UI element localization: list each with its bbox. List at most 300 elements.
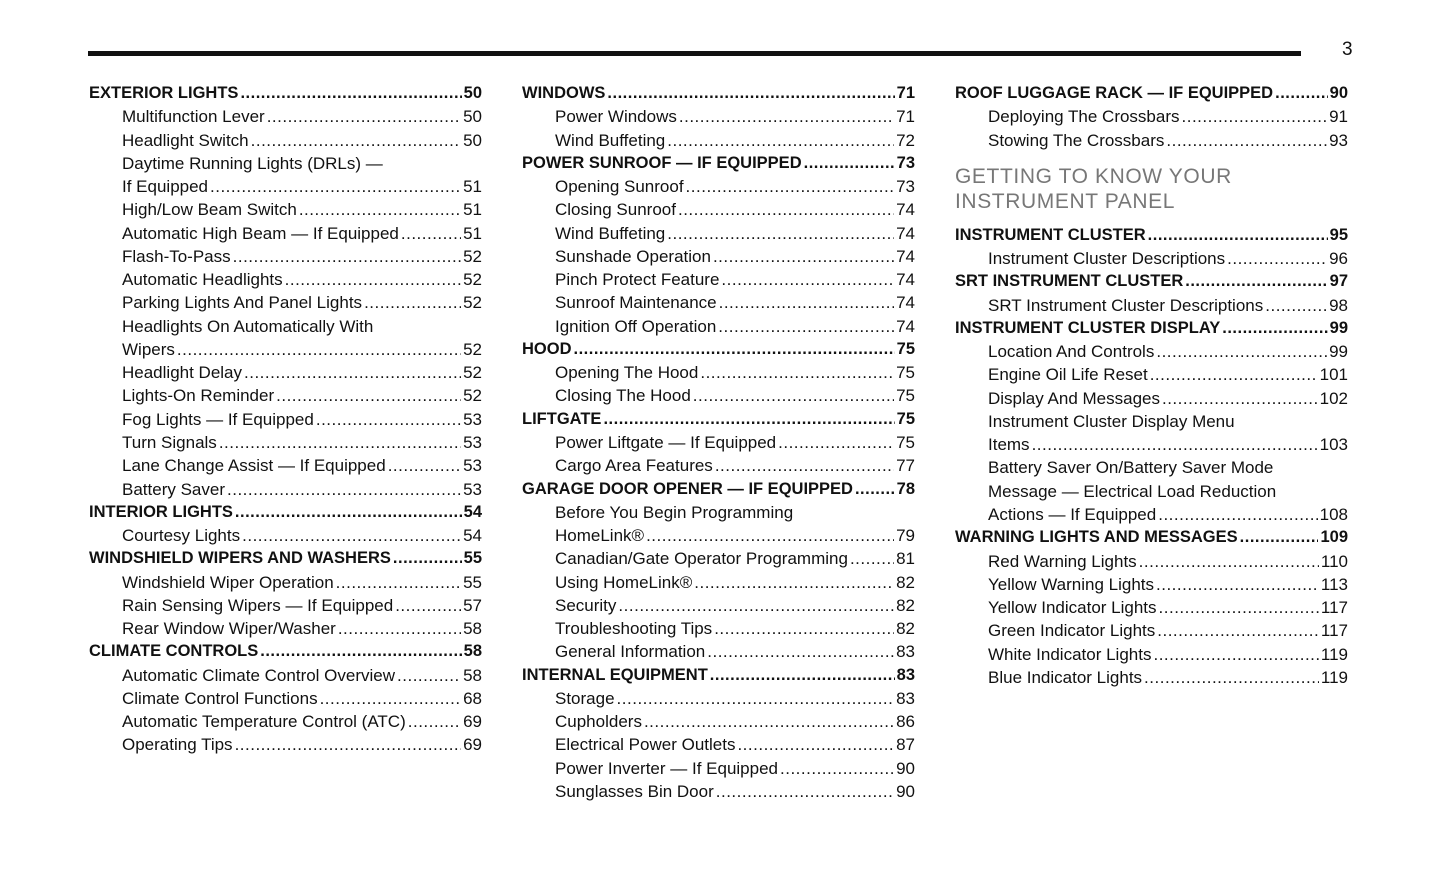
- dot-leader: [617, 687, 895, 710]
- toc-entry[interactable]: [955, 643, 1348, 666]
- entry-page-number[interactable]: 52: [463, 293, 482, 313]
- toc-entry[interactable]: [89, 524, 482, 547]
- entry-title: Rain Sensing Wipers — If Equipped: [122, 595, 394, 615]
- toc-heading-entry[interactable]: [522, 152, 915, 175]
- entry-page-number[interactable]: 79: [896, 526, 915, 546]
- entry-page-number[interactable]: 53: [463, 432, 482, 452]
- dot-leader: [1032, 433, 1318, 456]
- dot-leader: [707, 640, 894, 663]
- dot-leader: [1148, 224, 1328, 247]
- entry-page-number[interactable]: 53: [463, 409, 482, 429]
- entry-title: Multifunction Lever: [122, 107, 265, 127]
- entry-title: Power Inverter — If Equipped: [555, 758, 779, 778]
- toc-entry[interactable]: [89, 687, 482, 710]
- entry-title: Green Indicator Lights: [988, 621, 1156, 641]
- entry-page-number[interactable]: 58: [463, 642, 482, 661]
- toc-heading-entry[interactable]: [522, 338, 915, 361]
- entry-title: Before You Begin Programming: [555, 502, 794, 522]
- toc-entry[interactable]: [522, 222, 915, 245]
- entry-title: General Information: [555, 642, 706, 662]
- entry-title: Deploying The Crossbars: [988, 107, 1180, 127]
- entry-page-number[interactable]: 83: [896, 688, 915, 708]
- entry-title: If Equipped: [122, 177, 209, 197]
- dot-leader: [574, 338, 895, 361]
- dot-leader: [267, 105, 461, 128]
- entry-page-number[interactable]: 55: [463, 572, 482, 592]
- toc-entry[interactable]: [955, 294, 1348, 317]
- entry-page-number[interactable]: 99: [1329, 318, 1348, 337]
- toc-entry[interactable]: [89, 408, 482, 431]
- toc-heading-entry[interactable]: [522, 408, 915, 431]
- entry-title: Actions — If Equipped: [988, 504, 1157, 524]
- entry-title: Automatic Headlights: [122, 270, 283, 290]
- toc-entry[interactable]: [955, 503, 1348, 526]
- dot-leader: [693, 384, 894, 407]
- toc-column-2: [522, 82, 915, 803]
- entry-title: HomeLink®: [555, 526, 645, 546]
- toc-entry[interactable]: [89, 361, 482, 384]
- entry-page-number[interactable]: 74: [896, 316, 915, 336]
- entry-title: GARAGE DOOR OPENER — IF EQUIPPED: [522, 479, 853, 498]
- dot-leader: [686, 175, 895, 198]
- entry-page-number[interactable]: 75: [896, 409, 915, 428]
- dot-leader: [694, 571, 894, 594]
- toc-entry[interactable]: [522, 105, 915, 128]
- toc-entry[interactable]: [89, 338, 482, 361]
- toc-heading-entry[interactable]: [955, 317, 1348, 340]
- dot-leader: [316, 408, 461, 431]
- toc-heading-entry[interactable]: [955, 526, 1348, 549]
- entry-title: SRT INSTRUMENT CLUSTER: [955, 272, 1184, 291]
- dot-leader: [320, 687, 462, 710]
- entry-page-number[interactable]: 117: [1320, 598, 1348, 618]
- toc-entry[interactable]: [955, 247, 1348, 270]
- entry-title: Yellow Warning Lights: [988, 574, 1154, 594]
- toc-entry[interactable]: [522, 129, 915, 152]
- entry-page-number[interactable]: 113: [1320, 574, 1348, 594]
- entry-page-number[interactable]: 91: [1329, 107, 1348, 127]
- toc-entry[interactable]: [522, 268, 915, 291]
- entry-page-number[interactable]: 74: [896, 246, 915, 266]
- entry-page-number[interactable]: 108: [1319, 504, 1348, 524]
- dot-leader: [235, 733, 462, 756]
- toc-entry[interactable]: [522, 617, 915, 640]
- toc-heading-entry[interactable]: [89, 547, 482, 570]
- toc-entry[interactable]: [89, 245, 482, 268]
- toc-entry[interactable]: [522, 198, 915, 221]
- entry-page-number[interactable]: 74: [896, 223, 915, 243]
- dot-leader: [240, 82, 461, 105]
- entry-page-number[interactable]: 98: [1329, 295, 1348, 315]
- entry-page-number[interactable]: 109: [1320, 528, 1348, 547]
- entry-page-number[interactable]: 52: [463, 270, 482, 290]
- dot-leader: [644, 710, 894, 733]
- toc-entry[interactable]: [522, 315, 915, 338]
- toc-entry[interactable]: [522, 640, 915, 663]
- toc-heading-entry[interactable]: [522, 82, 915, 105]
- toc-entry[interactable]: [89, 268, 482, 291]
- dot-leader: [395, 594, 461, 617]
- dot-leader: [710, 664, 895, 687]
- entry-page-number[interactable]: 51: [463, 223, 482, 243]
- entry-page-number[interactable]: 102: [1319, 388, 1348, 408]
- dot-leader: [251, 129, 461, 152]
- section-heading-line: INSTRUMENT PANEL: [955, 189, 1176, 213]
- toc-entry[interactable]: [89, 152, 482, 175]
- dot-leader: [719, 291, 894, 314]
- entry-page-number[interactable]: 53: [463, 479, 482, 499]
- dot-leader: [721, 268, 894, 291]
- entry-page-number[interactable]: 69: [463, 712, 482, 732]
- toc-entry[interactable]: [89, 594, 482, 617]
- entry-title: WINDSHIELD WIPERS AND WASHERS: [89, 549, 391, 568]
- entry-title: Headlight Delay: [122, 363, 243, 383]
- dot-leader: [408, 710, 461, 733]
- dot-leader: [850, 547, 894, 570]
- dot-leader: [646, 524, 894, 547]
- toc-entry[interactable]: [522, 291, 915, 314]
- dot-leader: [804, 152, 895, 175]
- entry-page-number[interactable]: 119: [1320, 667, 1348, 687]
- entry-page-number[interactable]: 77: [896, 456, 915, 476]
- entry-title: Fog Lights — If Equipped: [122, 409, 314, 429]
- entry-title: Pinch Protect Feature: [555, 270, 720, 290]
- toc-entry[interactable]: [955, 340, 1348, 363]
- dot-leader: [667, 129, 894, 152]
- toc-entry[interactable]: [522, 175, 915, 198]
- entry-page-number[interactable]: 51: [463, 200, 482, 220]
- toc-heading-entry[interactable]: [89, 501, 482, 524]
- entry-title: Closing Sunroof: [555, 200, 676, 220]
- toc-entry[interactable]: [89, 431, 482, 454]
- entry-title: Blue Indicator Lights: [988, 667, 1143, 687]
- dot-leader: [1139, 550, 1319, 573]
- toc-entry[interactable]: [89, 198, 482, 221]
- entry-page-number[interactable]: 87: [896, 735, 915, 755]
- dot-leader: [1158, 503, 1317, 526]
- toc-entry[interactable]: [89, 129, 482, 152]
- section-heading-line: GETTING TO KNOW YOUR: [955, 164, 1232, 188]
- dot-leader: [299, 198, 461, 221]
- entry-page-number[interactable]: 97: [1329, 272, 1348, 291]
- entry-page-number[interactable]: 58: [463, 665, 482, 685]
- entry-title: POWER SUNROOF — IF EQUIPPED: [522, 153, 802, 172]
- entry-title: High/Low Beam Switch: [122, 200, 297, 220]
- entry-title: Daytime Running Lights (DRLs) —: [122, 153, 383, 173]
- toc-entry[interactable]: [522, 757, 915, 780]
- entry-page-number[interactable]: 83: [896, 665, 915, 684]
- entry-page-number[interactable]: 117: [1320, 621, 1348, 641]
- dot-leader: [718, 315, 894, 338]
- dot-leader: [276, 384, 461, 407]
- dot-leader: [679, 105, 894, 128]
- entry-page-number[interactable]: 50: [463, 107, 482, 127]
- toc-entry[interactable]: [522, 431, 915, 454]
- toc-entry[interactable]: [522, 501, 915, 524]
- toc-entry[interactable]: [522, 384, 915, 407]
- entry-title: Instrument Cluster Display Menu: [988, 411, 1235, 431]
- entry-page-number[interactable]: 52: [463, 339, 482, 359]
- entry-page-number[interactable]: 75: [896, 339, 915, 358]
- toc-entry[interactable]: [89, 664, 482, 687]
- entry-title: Headlights On Automatically With: [122, 316, 374, 336]
- entry-page-number[interactable]: 53: [463, 456, 482, 476]
- entry-title: Battery Saver On/Battery Saver Mode: [988, 458, 1274, 478]
- toc-entry[interactable]: [522, 710, 915, 733]
- entry-title: Message — Electrical Load Reduction: [988, 481, 1277, 501]
- page-number: 3: [1342, 39, 1353, 60]
- toc-entry[interactable]: [955, 573, 1348, 596]
- entry-title: INTERIOR LIGHTS: [89, 502, 233, 521]
- entry-page-number[interactable]: 90: [896, 758, 915, 778]
- toc-entry[interactable]: [955, 666, 1348, 689]
- dot-leader: [1144, 666, 1319, 689]
- entry-page-number[interactable]: 90: [1329, 84, 1348, 102]
- entry-page-number[interactable]: 52: [463, 246, 482, 266]
- entry-title: Using HomeLink®: [555, 572, 693, 592]
- toc-heading-entry[interactable]: [522, 478, 915, 501]
- entry-page-number[interactable]: 78: [896, 479, 915, 498]
- entry-title: Power Liftgate — If Equipped: [555, 432, 777, 452]
- toc-entry[interactable]: [955, 433, 1348, 456]
- toc-entry[interactable]: [955, 550, 1348, 573]
- toc-entry[interactable]: [89, 733, 482, 756]
- toc-entry[interactable]: [522, 547, 915, 570]
- entry-title: Closing The Hood: [555, 386, 691, 406]
- dot-leader: [1159, 596, 1319, 619]
- dot-leader: [607, 82, 894, 105]
- dot-leader: [618, 594, 894, 617]
- entry-title: INSTRUMENT CLUSTER DISPLAY: [955, 318, 1221, 337]
- dot-leader: [778, 431, 894, 454]
- entry-page-number[interactable]: 75: [896, 432, 915, 452]
- entry-page-number[interactable]: 52: [463, 386, 482, 406]
- dot-leader: [603, 408, 894, 431]
- entry-title: HOOD: [522, 339, 572, 358]
- toc-entry[interactable]: [522, 245, 915, 268]
- dot-leader: [1185, 270, 1327, 293]
- entry-title: INSTRUMENT CLUSTER: [955, 225, 1146, 244]
- toc-entry[interactable]: [522, 594, 915, 617]
- entry-title: Opening The Hood: [555, 363, 699, 383]
- entry-title: Battery Saver: [122, 479, 225, 499]
- entry-page-number[interactable]: 119: [1320, 644, 1348, 664]
- entry-title: Automatic Climate Control Overview: [122, 665, 396, 685]
- entry-title: EXTERIOR LIGHTS: [89, 84, 239, 102]
- entry-title: Security: [555, 595, 617, 615]
- entry-page-number[interactable]: 81: [896, 549, 915, 569]
- entry-page-number[interactable]: 55: [463, 549, 482, 568]
- toc-entry[interactable]: [89, 291, 482, 314]
- toc-heading-entry[interactable]: [955, 270, 1348, 293]
- entry-title: Wind Buffeting: [555, 130, 666, 150]
- dot-leader: [715, 454, 894, 477]
- entry-title: SRT Instrument Cluster Descriptions: [988, 295, 1264, 315]
- toc-heading-entry[interactable]: [89, 640, 482, 663]
- entry-page-number[interactable]: 73: [896, 153, 915, 172]
- toc-column-3: [955, 82, 1348, 689]
- entry-page-number[interactable]: 72: [896, 130, 915, 150]
- toc-entry[interactable]: [522, 361, 915, 384]
- entry-page-number[interactable]: 103: [1319, 435, 1348, 455]
- dot-leader: [1150, 363, 1318, 386]
- dot-leader: [716, 780, 894, 803]
- toc-entry[interactable]: [955, 456, 1348, 479]
- entry-page-number[interactable]: 75: [896, 363, 915, 383]
- entry-title: Stowing The Crossbars: [988, 130, 1165, 150]
- dot-leader: [338, 617, 461, 640]
- dot-leader: [1222, 317, 1327, 340]
- entry-title: Sunroof Maintenance: [555, 293, 717, 313]
- dot-leader: [700, 361, 894, 384]
- entry-page-number[interactable]: 54: [463, 502, 482, 521]
- toc-entry[interactable]: [955, 480, 1348, 503]
- toc-entry[interactable]: [522, 687, 915, 710]
- entry-page-number[interactable]: 54: [463, 526, 482, 546]
- toc-heading-entry[interactable]: [522, 664, 915, 687]
- entry-page-number[interactable]: 83: [896, 642, 915, 662]
- toc-entry[interactable]: [89, 315, 482, 338]
- toc-entry[interactable]: [522, 780, 915, 803]
- entry-title: Rear Window Wiper/Washer: [122, 619, 336, 639]
- entry-page-number[interactable]: 58: [463, 619, 482, 639]
- entry-title: Engine Oil Life Reset: [988, 365, 1148, 385]
- entry-title: Power Windows: [555, 107, 677, 127]
- entry-title: Yellow Indicator Lights: [988, 598, 1157, 618]
- dot-leader: [219, 431, 461, 454]
- dot-leader: [667, 222, 894, 245]
- header-rule: [88, 51, 1301, 56]
- entry-page-number[interactable]: 57: [463, 595, 482, 615]
- entry-page-number[interactable]: 75: [896, 386, 915, 406]
- dot-leader: [1240, 526, 1319, 549]
- toc-entry[interactable]: [955, 129, 1348, 152]
- section-heading: [955, 164, 1348, 214]
- dot-leader: [1265, 294, 1327, 317]
- entry-title: WARNING LIGHTS AND MESSAGES: [955, 528, 1238, 547]
- toc-entry[interactable]: [955, 619, 1348, 642]
- toc-entry[interactable]: [522, 454, 915, 477]
- entry-title: Opening Sunroof: [555, 177, 684, 197]
- entry-title: Wipers: [122, 339, 175, 359]
- dot-leader: [1157, 619, 1319, 642]
- toc-entry[interactable]: [955, 105, 1348, 128]
- entry-page-number[interactable]: 71: [896, 107, 915, 127]
- toc-entry[interactable]: [89, 384, 482, 407]
- entry-title: Troubleshooting Tips: [555, 619, 713, 639]
- dot-leader: [780, 757, 894, 780]
- entry-title: Turn Signals: [122, 432, 217, 452]
- entry-page-number[interactable]: 82: [896, 619, 915, 639]
- entry-title: Flash-To-Pass: [122, 246, 231, 266]
- entry-page-number[interactable]: 74: [896, 270, 915, 290]
- entry-title: Ignition Off Operation: [555, 316, 717, 336]
- toc-entry[interactable]: [955, 387, 1348, 410]
- dot-leader: [1153, 643, 1318, 666]
- entry-title: Display And Messages: [988, 388, 1160, 408]
- entry-title: WINDOWS: [522, 84, 606, 102]
- toc-heading-entry[interactable]: [955, 224, 1348, 247]
- dot-leader: [855, 478, 895, 501]
- toc-entry[interactable]: [89, 710, 482, 733]
- toc-column-1: [89, 82, 482, 757]
- entry-title: Canadian/Gate Operator Programming: [555, 549, 848, 569]
- entry-page-number[interactable]: 95: [1329, 225, 1348, 244]
- dot-leader: [364, 291, 461, 314]
- entry-title: Wind Buffeting: [555, 223, 666, 243]
- entry-page-number[interactable]: 51: [463, 177, 482, 197]
- toc-entry[interactable]: [89, 454, 482, 477]
- toc-heading-entry[interactable]: [955, 82, 1348, 105]
- toc-heading-entry[interactable]: [89, 82, 482, 105]
- dot-leader: [393, 547, 462, 570]
- entry-page-number[interactable]: 90: [896, 781, 915, 801]
- entry-page-number[interactable]: 74: [896, 200, 915, 220]
- entry-page-number[interactable]: 74: [896, 293, 915, 313]
- entry-page-number[interactable]: 50: [463, 84, 482, 102]
- toc-entry[interactable]: [89, 478, 482, 501]
- toc-entry[interactable]: [522, 571, 915, 594]
- toc-entry[interactable]: [522, 524, 915, 547]
- entry-title: Operating Tips: [122, 735, 233, 755]
- entry-title: LIFTGATE: [522, 409, 602, 428]
- dot-leader: [678, 198, 894, 221]
- entry-page-number[interactable]: 101: [1319, 365, 1348, 385]
- entry-page-number[interactable]: 52: [463, 363, 482, 383]
- dot-leader: [401, 222, 461, 245]
- toc-entry[interactable]: [522, 733, 915, 756]
- toc-entry[interactable]: [89, 617, 482, 640]
- entry-page-number[interactable]: 71: [896, 84, 915, 102]
- entry-page-number[interactable]: 86: [896, 712, 915, 732]
- entry-title: Lights-On Reminder: [122, 386, 275, 406]
- dot-leader: [244, 361, 461, 384]
- entry-title: Lane Change Assist — If Equipped: [122, 456, 386, 476]
- toc-entry[interactable]: [955, 363, 1348, 386]
- entry-page-number[interactable]: 99: [1329, 342, 1348, 362]
- toc-entry[interactable]: [89, 571, 482, 594]
- entry-title: Headlight Switch: [122, 130, 249, 150]
- dot-leader: [235, 501, 462, 524]
- entry-page-number[interactable]: 96: [1329, 249, 1348, 269]
- entry-title: Automatic Temperature Control (ATC): [122, 712, 406, 732]
- toc-entry[interactable]: [89, 175, 482, 198]
- entry-page-number[interactable]: 73: [896, 177, 915, 197]
- entry-title: Electrical Power Outlets: [555, 735, 736, 755]
- entry-page-number[interactable]: 82: [896, 595, 915, 615]
- entry-page-number[interactable]: 110: [1320, 551, 1348, 571]
- entry-title: CLIMATE CONTROLS: [89, 642, 259, 661]
- entry-title: Items: [988, 435, 1030, 455]
- toc-entry[interactable]: [89, 105, 482, 128]
- toc-entry[interactable]: [955, 410, 1348, 433]
- entry-page-number[interactable]: 50: [463, 130, 482, 150]
- dot-leader: [242, 524, 461, 547]
- dot-leader: [714, 617, 894, 640]
- toc-entry[interactable]: [89, 222, 482, 245]
- entry-title: Cargo Area Features: [555, 456, 713, 476]
- entry-page-number[interactable]: 93: [1329, 130, 1348, 150]
- dot-leader: [388, 454, 461, 477]
- entry-title: Storage: [555, 688, 615, 708]
- entry-page-number[interactable]: 68: [463, 688, 482, 708]
- entry-page-number[interactable]: 69: [463, 735, 482, 755]
- toc-entry[interactable]: [955, 596, 1348, 619]
- entry-title: Location And Controls: [988, 342, 1155, 362]
- dot-leader: [1156, 573, 1319, 596]
- entry-page-number[interactable]: 82: [896, 572, 915, 592]
- entry-title: Automatic High Beam — If Equipped: [122, 223, 399, 243]
